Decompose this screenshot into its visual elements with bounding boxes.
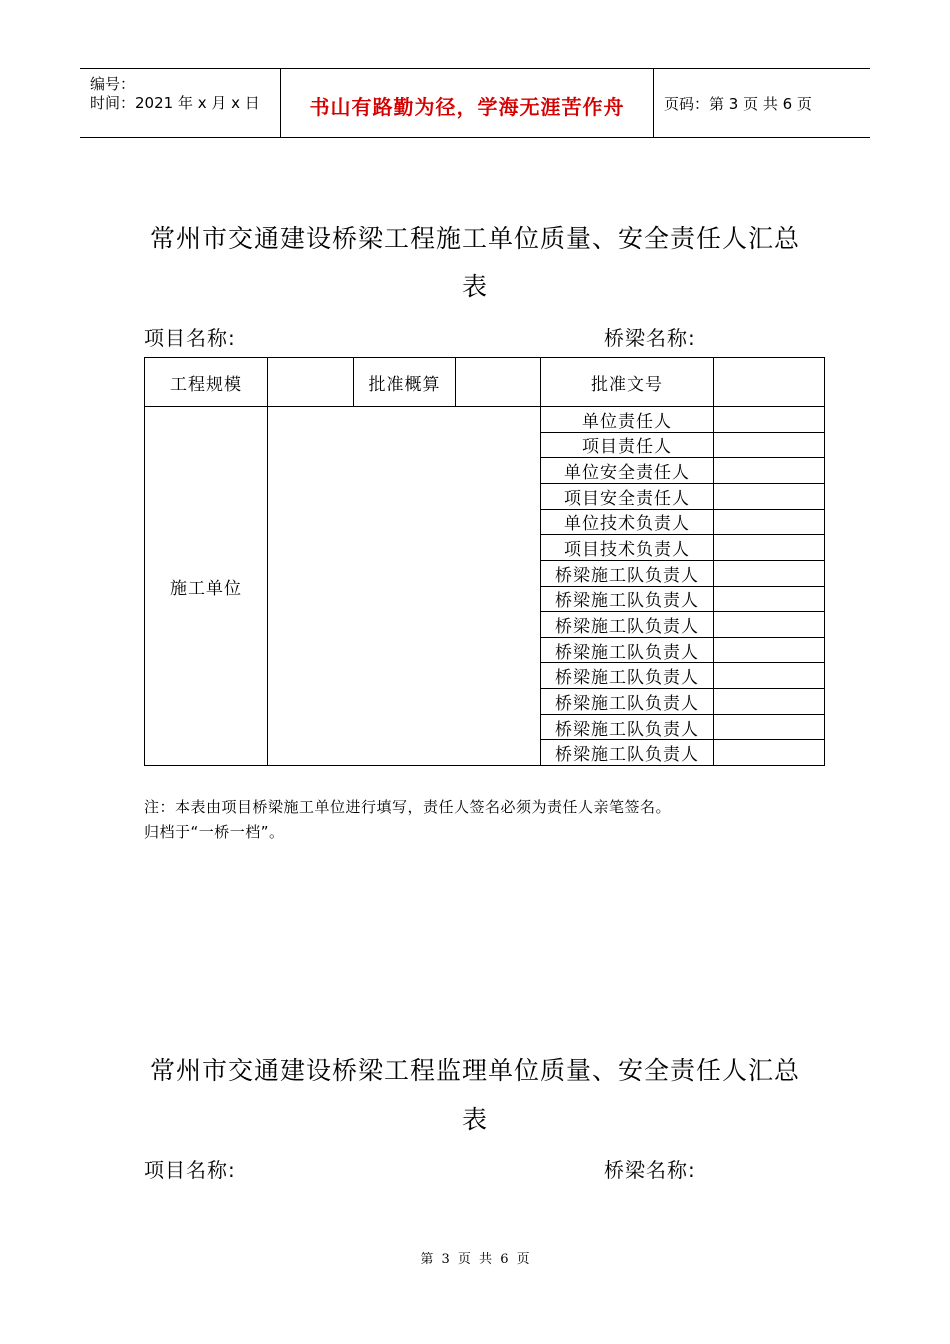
form1-title-line2: 表 (461, 272, 488, 301)
construction-unit-table (144, 357, 825, 766)
header-meta-cell (80, 69, 280, 137)
form2-title-line1: 常州市交通建设桥梁工程监理单位质量、安全责任人汇总 (149, 1056, 800, 1085)
role-signature-cell[interactable] (714, 740, 824, 765)
role-signature-cell[interactable] (714, 535, 824, 560)
form1-bridge-name-label: 桥梁名称: (604, 326, 696, 350)
scale-value-cell[interactable] (268, 358, 353, 406)
role-label: 项目安全责任人 (564, 488, 690, 509)
role-signature-cell[interactable] (714, 458, 824, 483)
role-signature-cell[interactable] (714, 612, 824, 637)
role-signature-cell[interactable] (714, 510, 824, 535)
budget-value-cell[interactable] (456, 358, 540, 406)
role-label: 桥梁施工队负责人 (555, 719, 699, 740)
scale-label: 工程规模 (170, 374, 242, 395)
role-signature-cell[interactable] (714, 638, 824, 663)
role-label: 单位安全责任人 (564, 463, 690, 484)
form2-title-line2: 表 (461, 1105, 488, 1134)
header-page-cell (654, 69, 870, 137)
role-signature-cell[interactable] (714, 561, 824, 586)
role-label: 桥梁施工队负责人 (555, 616, 699, 637)
form1-note-line2: 归档于“一桥一档”。 (144, 823, 285, 841)
role-signature-cell[interactable] (714, 433, 824, 458)
role-label: 桥梁施工队负责人 (555, 565, 699, 586)
form2-bridge-name-label: 桥梁名称: (604, 1158, 696, 1182)
role-label: 单位技术负责人 (564, 514, 690, 535)
header-page-info: 页码：第 3 页 共 6 页 (664, 95, 812, 113)
role-label: 桥梁施工队负责人 (555, 591, 699, 612)
role-label: 桥梁施工队负责人 (555, 693, 699, 714)
role-signature-cell[interactable] (714, 715, 824, 740)
role-signature-cell[interactable] (714, 407, 824, 432)
role-label: 桥梁施工队负责人 (555, 642, 699, 663)
role-signature-cell[interactable] (714, 663, 824, 688)
header-motto-cell (280, 69, 654, 137)
role-signature-cell[interactable] (714, 587, 824, 612)
role-label: 项目责任人 (582, 437, 672, 458)
construction-unit-label: 施工单位 (170, 578, 242, 599)
role-signature-cell[interactable] (714, 689, 824, 714)
document-date-label: 时间：2021 年 x 月 x 日 (90, 94, 260, 112)
header-motto: 书山有路勤为径，学海无涯苦作舟 (309, 95, 625, 119)
role-signature-cell[interactable] (714, 484, 824, 509)
form1-project-name-label: 项目名称: (144, 326, 236, 350)
form1-title-line1: 常州市交通建设桥梁工程施工单位质量、安全责任人汇总 (149, 224, 800, 253)
role-label: 桥梁施工队负责人 (555, 668, 699, 689)
role-label: 桥梁施工队负责人 (555, 745, 699, 766)
approval-number-label: 批准文号 (591, 374, 663, 395)
construction-unit-name-cell[interactable] (268, 407, 540, 765)
form1-note-line1: 注：本表由项目桥梁施工单位进行填写，责任人签名必须为责任人亲笔签名。 (144, 798, 672, 816)
document-number-label: 编号： (90, 75, 136, 93)
budget-label: 批准概算 (368, 374, 441, 395)
page-header (80, 68, 870, 138)
page-footer: 第 3 页 共 6 页 (420, 1252, 530, 1267)
role-label: 单位责任人 (582, 411, 672, 432)
form2-project-name-label: 项目名称: (144, 1158, 236, 1182)
role-label: 项目技术负责人 (564, 540, 690, 561)
approval-number-value-cell[interactable] (714, 358, 824, 406)
